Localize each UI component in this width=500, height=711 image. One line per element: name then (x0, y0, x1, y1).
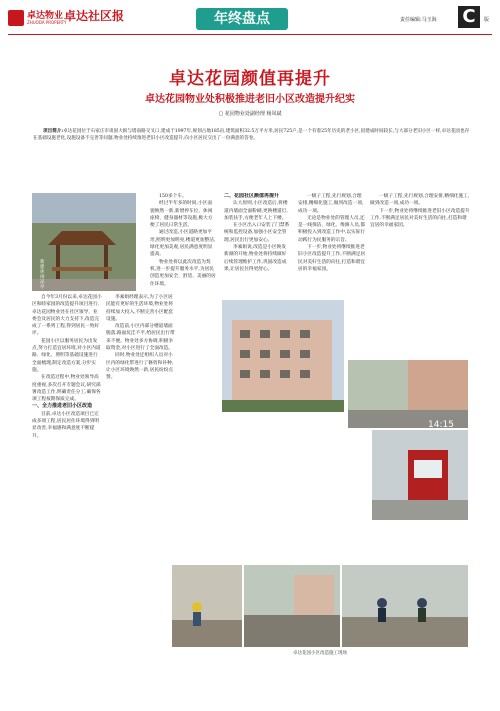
building-illustration (222, 300, 344, 412)
col6-p2: 下一步,物业处将继续推进老旧小区改造提升工作,不断满足居民对美好生活的向往,打造和谐宜居的幸福家园。 (370, 208, 470, 229)
construction-illustration-2 (244, 565, 340, 647)
construction-photo-2 (244, 565, 340, 647)
col1-p4: 目前,卓达小区改造项目已完成多项工程,居民居住环境得到明显改善,幸福感和满意度不断提升。 (32, 411, 100, 439)
section-1-heading: 一、全力推进老旧小区改造 (32, 403, 93, 410)
intro-paragraph (33, 128, 473, 142)
col1-p2: 花园小区以服务居民为出发点,努力打造宜居环境,对小区内道路、绿化、照明等基础设施进行全面梳理,制定改造方案,分步实施。 (32, 338, 101, 373)
col3-p1: 150多个车。 (159, 194, 187, 199)
subheadline: 卓达花园物业处积极推进老旧小区改造提升纪实 (145, 94, 355, 105)
column-4 (224, 193, 290, 293)
headline: 卓达花园颜值再提升 (169, 69, 331, 89)
section-title: 年终盘点 (196, 8, 288, 30)
col2-p1: 李素娟经理表示,为了小区居民能有更好的生活环境,物业处将持续加大投入,不断完善小区配套设施。 (106, 295, 174, 322)
street-photo (348, 360, 468, 428)
byline: ▢ 花园物业处副经理 杨凤斌 (218, 111, 282, 117)
construction-illustration-1 (172, 565, 242, 647)
column-3 (150, 193, 216, 293)
col2-p3: 同时,物业处还组织人员对小区内的绿化带进行了修剪和补种,让小区环境焕然一新,居民纷纷点赞。 (106, 353, 174, 381)
intro-label: 项目简介: (43, 129, 64, 134)
col3-p4: 物业处将以此次改造为契机,进一步提升服务水平,为居民创造更加安全、舒适、美丽的居住环境。 (150, 259, 216, 287)
col5-p2: 无论是物业处的管理人员,还是一线保洁、绿化、维修人员,都积极投入到改造工作中,以实际行动践行为民服务的宗旨。 (298, 215, 366, 243)
logo-subtitle: ZHUODA PROPERTY (27, 20, 67, 25)
section-2-heading: 二、花园社区颜值再提升 (224, 193, 280, 199)
security-booth-illustration (372, 430, 468, 520)
col4-p2: 在小区出入口安装了门禁系统和监控设备,加强小区安全管理,居民出行更加安心。 (224, 223, 290, 243)
construction-photo-1 (172, 565, 242, 647)
column-6 (370, 193, 470, 293)
col4-p3: 李素娟说,改造是小区焕发新颜的开始,物业处将持续做好后续管理维护工作,巩固改造成果,让居民住得更舒心。 (224, 245, 287, 272)
security-booth-photo (372, 430, 468, 520)
col5-p3: 下一步,物业处将继续推进老旧小区改造提升工作,不断满足居民对美好生活的向往,打造和谐宜居的幸福家园。 (298, 245, 366, 272)
column-2 (106, 294, 176, 494)
page-label: 版 (484, 17, 490, 23)
construction-illustration-3 (342, 565, 468, 647)
col4-p1: 认大原则,小区改造后,将楼道内墙面全面粉刷,更换楼道灯,加装扶手,方便老年人上下楼。 (224, 201, 288, 221)
header-rule (8, 34, 492, 35)
logo-text: 卓达物业 (27, 11, 64, 21)
col3-p2: 经过半年多的时间,小区面貌焕然一新,新增停车位、休闲座椅、健身器材等设施,极大方便了居民日常生活。 (150, 201, 213, 229)
column-5 (298, 193, 366, 293)
col6-p1: 一级子工程,先行规划,合理安排,精细化施工,做到改造一项,成功一项。 (370, 194, 470, 207)
construction-photo-3 (342, 565, 468, 647)
photo-timestamp: 14:15 (428, 420, 454, 430)
bottom-photo-caption: 卓达花园小区改造施工现场 (293, 651, 347, 656)
intro-text: 卓达花园位于石家庄市谈固大街与塔南路交叉口,建成于1997年,规划占地185亩,建筑面积32.5万平方米,居民725户,是一个有着25年历史的老小区,因建成时间较长,与大部分老旧小区一样,卓达花园也存在基础设施老化,设施设备不完善等问题,物业处持续推进老旧小区改造提升,向小区居民交出了一份满意的答卷。 (33, 129, 470, 142)
logo-icon (8, 10, 24, 26)
col5-p1: 一级子工程,先行规划,合理安排,精细化施工,做到改造一项,成功一项。 (298, 194, 364, 214)
editor-credit: 责任编辑:马玉海 (400, 17, 437, 23)
col3-p3: 通过改造,小区道路更加平坦,照明更加明亮,楼道更加整洁,绿化更加美观,居民满意度明显提高。 (150, 230, 216, 258)
column-1 (32, 294, 102, 686)
page-letter: C (458, 6, 480, 28)
col2-p2: 改造前,小区内部分楼道墙面脱落,路面坑洼不平,给居民出行带来不便。物业处多方协调,积极争取资金,对小区进行了全面改造。 (106, 324, 175, 352)
pavilion-caption: 新建休闲凉亭 (40, 260, 45, 290)
building-photo (222, 300, 344, 412)
col1-p1: 自今年3月份以来,卓达花园小区和睦家园的改造提升项目进行,卓达花园物业处在社区领导、业委会及居民的大力支持下,改造完成了一系列工程,得到居民一致好评。 (32, 295, 102, 337)
col1-p3: 在改造过程中,物业处领导高度重视,多次召开专题会议,研究部署改造工作,明确责任分工,确保各项工程按期保质完成。 (32, 375, 101, 403)
newspaper-brand: 卓达社区报 (64, 9, 125, 23)
street-illustration (348, 360, 468, 428)
